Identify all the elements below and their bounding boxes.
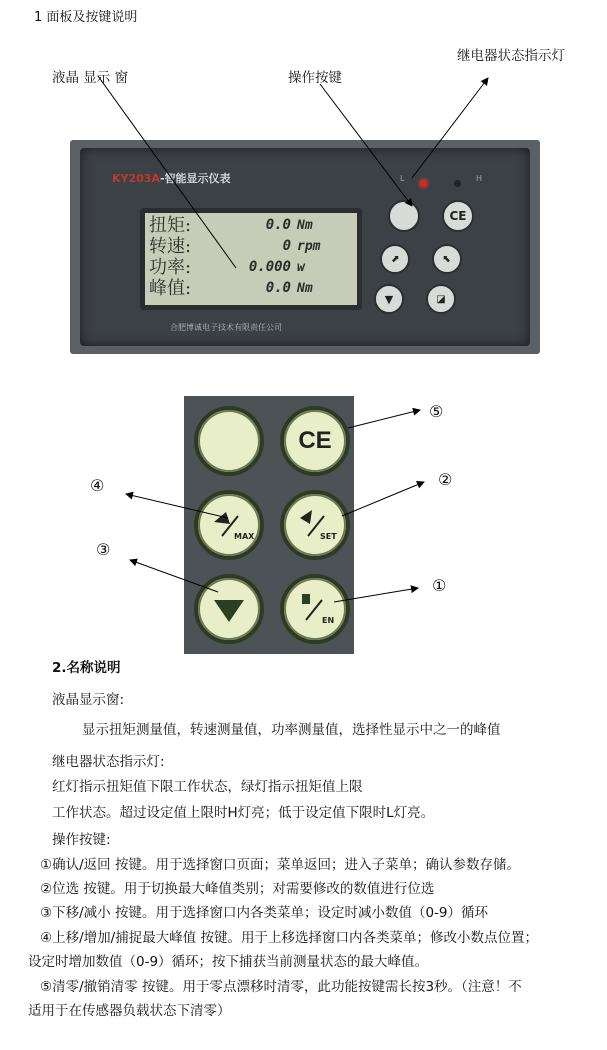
lcd-unit: Nm [297, 218, 313, 233]
item-4-line-1: ④上移/增加/捕捉最大峰值 按键。用于上移选择窗口内各类菜单；修改小数点位置； [40, 930, 538, 946]
device-maker-label: 合肥博诚电子技术有限责任公司 [170, 323, 282, 332]
device-key-down[interactable]: ▼ [374, 284, 404, 314]
led-high-label: H [476, 174, 483, 183]
relay-line-1: 红灯指示扭矩值下限工作状态，绿灯指示扭矩值上限 [52, 779, 363, 795]
led-low-label: L [400, 174, 405, 183]
lcd-value: 0 [282, 238, 291, 254]
marker-4: ④ [90, 476, 105, 495]
arrow-keys [320, 84, 412, 206]
item-4-line-2: 设定时增加数值（0-9）循环；按下捕获当前测量状态的最大峰值。 [28, 954, 429, 970]
lcd-unit: w [297, 260, 305, 275]
item-5-line-2: 适用于在传感器负载状态下清零） [28, 1003, 231, 1019]
key-ce-label: CE [449, 209, 467, 223]
device-key-max[interactable]: ⬈ [380, 244, 410, 274]
lcd-label: 峰值: [149, 278, 192, 299]
relay-line-2: 工作状态。超过设定值上限时H灯亮；低于设定值下限时L灯亮。 [52, 805, 435, 821]
lcd-value: 0.000 [248, 259, 291, 275]
key-ce-text: CE [298, 427, 332, 454]
arrow-5 [348, 410, 420, 428]
lcd-description: 显示扭矩测量值，转速测量值，功率测量值，选择性显示中之一的峰值 [82, 722, 501, 738]
lcd-value: 0.0 [265, 280, 291, 296]
arrow-lcd [98, 76, 236, 268]
arrow-2 [342, 482, 424, 516]
lcd-unit: Nm [297, 281, 313, 296]
marker-5: ⑤ [429, 402, 444, 421]
callout-relay-indicator: 继电器状态指示灯 [457, 48, 565, 64]
model-prefix: KY203A [112, 172, 160, 185]
item-3: ③下移/减小 按键。用于选择窗口内各类菜单；设定时减小数值（0-9）循环 [40, 905, 488, 921]
key-en-sub: EN [322, 616, 335, 625]
callout-arrows-keypad [0, 390, 607, 670]
device-key-set[interactable]: ⬉ [432, 244, 462, 274]
arrow-1 [334, 588, 418, 602]
arrow-4 [126, 494, 228, 518]
item-1: ①确认/返回 按键。用于选择窗口页面；菜单返回；进入子菜单；确认参数存储。 [40, 857, 520, 873]
callout-lcd-window: 液晶 显示 窗 [52, 70, 129, 86]
relay-heading: 继电器状态指示灯: [52, 754, 165, 770]
section-2-title: 2.名称说明 [52, 660, 121, 676]
item-2: ②位选 按键。用于切换最大峰值类别；对需要修改的数值进行位选 [40, 881, 435, 897]
item-5-line-1: ⑤清零/撤销清零 按键。用于零点漂移时清零，此功能按键需长按3秒。（注意！不 [40, 979, 522, 995]
marker-2: ② [438, 470, 453, 489]
key-max-sub: MAX [234, 532, 255, 541]
keys-heading: 操作按键: [52, 832, 111, 848]
device-key-enter[interactable]: ◪ [426, 284, 456, 314]
section-1-title: 1 面板及按键说明 [34, 10, 138, 25]
arrow-relay [412, 78, 488, 178]
callout-arrows-top [0, 0, 607, 400]
marker-3: ③ [96, 540, 111, 559]
lcd-heading: 液晶显示窗: [52, 692, 125, 708]
marker-1: ① [432, 576, 447, 595]
model-suffix: -智能显示仪表 [159, 172, 231, 185]
callout-operation-keys: 操作按键 [288, 70, 342, 86]
lcd-value: 0.0 [265, 217, 291, 233]
lcd-label: 转速: [149, 236, 192, 257]
lcd-label: 功率: [149, 257, 192, 278]
key-set-sub: SET [320, 532, 337, 541]
lcd-label: 扭矩: [149, 215, 192, 236]
lcd-unit: rpm [297, 239, 321, 254]
arrow-3 [130, 560, 218, 592]
